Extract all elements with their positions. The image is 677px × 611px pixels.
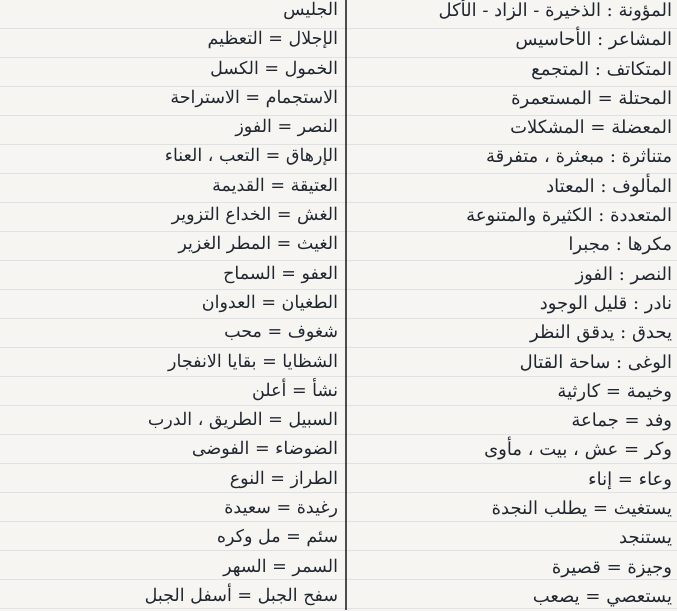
vocab-line: سئم = مل وكره — [216, 527, 338, 548]
vocab-line: الغش = الخداع التزوير — [171, 205, 338, 226]
vocab-line: الغيث = المطر الغزير — [178, 234, 338, 255]
vocab-line: الجليس — [283, 0, 338, 20]
vocab-line: يستغيث = يطلب النجدة — [491, 498, 672, 520]
vocabulary-column-right — [352, 0, 672, 611]
vocab-line: رغيدة = سعيدة — [224, 498, 338, 519]
vocab-line: الإرهاق = التعب ، العناء — [164, 146, 338, 167]
vocab-line: وكر = عش ، بيت ، مأوى — [484, 439, 672, 461]
vocab-line: الطراز = النوع — [229, 468, 338, 489]
vocab-line: شغوف = محب — [224, 322, 338, 343]
vocab-line: العتيقة = القديمة — [212, 175, 338, 196]
vocab-line: الخمول = الكسل — [210, 58, 338, 79]
vocab-line: المألوف : المعتاد — [546, 175, 672, 197]
vocab-line: الطغيان = العدوان — [201, 292, 338, 313]
vocab-line: يستعصي = يصعب — [532, 585, 672, 607]
vocab-line: العفو = السماح — [223, 263, 338, 284]
vocab-line: نادر : قليل الوجود — [539, 292, 672, 314]
vocab-line: وفد = جماعة — [571, 410, 672, 432]
vocab-line: نشأ = أعلن — [251, 380, 338, 401]
vocab-line: المشاعر : الأحاسيس — [515, 29, 672, 51]
vocab-line: السبيل = الطريق ، الدرب — [147, 410, 338, 431]
vocab-line: المتكاتف : المتجمع — [531, 58, 672, 80]
vocab-line: سفح الجبل = أسفل الجبل — [144, 585, 338, 606]
vocab-line: وجيزة = قصيرة — [551, 556, 672, 578]
vocab-line: المحتلة = المستعمرة — [511, 87, 672, 109]
vocab-line: الوغى : ساحة القتال — [519, 351, 672, 373]
column-divider — [345, 0, 347, 610]
vocab-line: النصر : الفوز — [575, 263, 672, 285]
vocab-line: يحدق : يدقق النظر — [530, 322, 672, 344]
vocab-line: متناثرة : مبعثرة ، متفرقة — [485, 146, 672, 168]
vocab-line: الاستجمام = الاستراحة — [170, 87, 338, 108]
vocab-line: الضوضاء = الفوضى — [191, 439, 338, 460]
vocab-line: يستنجد — [619, 527, 672, 549]
vocab-line: المتعددة : الكثيرة والمتنوعة — [466, 205, 672, 227]
vocab-line: السمر = السهر — [223, 556, 338, 577]
vocab-line: الإجلال = التعظيم — [207, 29, 338, 50]
vocab-line: الشظايا = بقايا الانفجار — [168, 351, 338, 372]
vocab-line: وخيمة = كارثية — [557, 380, 672, 402]
vocabulary-column-left — [6, 0, 338, 611]
vocab-line: مكرها : مجبرا — [568, 234, 672, 256]
vocab-line: المعضلة = المشكلات — [510, 117, 672, 139]
vocab-line: المؤونة : الذخيرة - الزاد - الأكل — [438, 0, 672, 21]
vocab-line: النصر = الفوز — [235, 117, 338, 138]
vocab-line: وعاء = إناء — [588, 468, 672, 490]
